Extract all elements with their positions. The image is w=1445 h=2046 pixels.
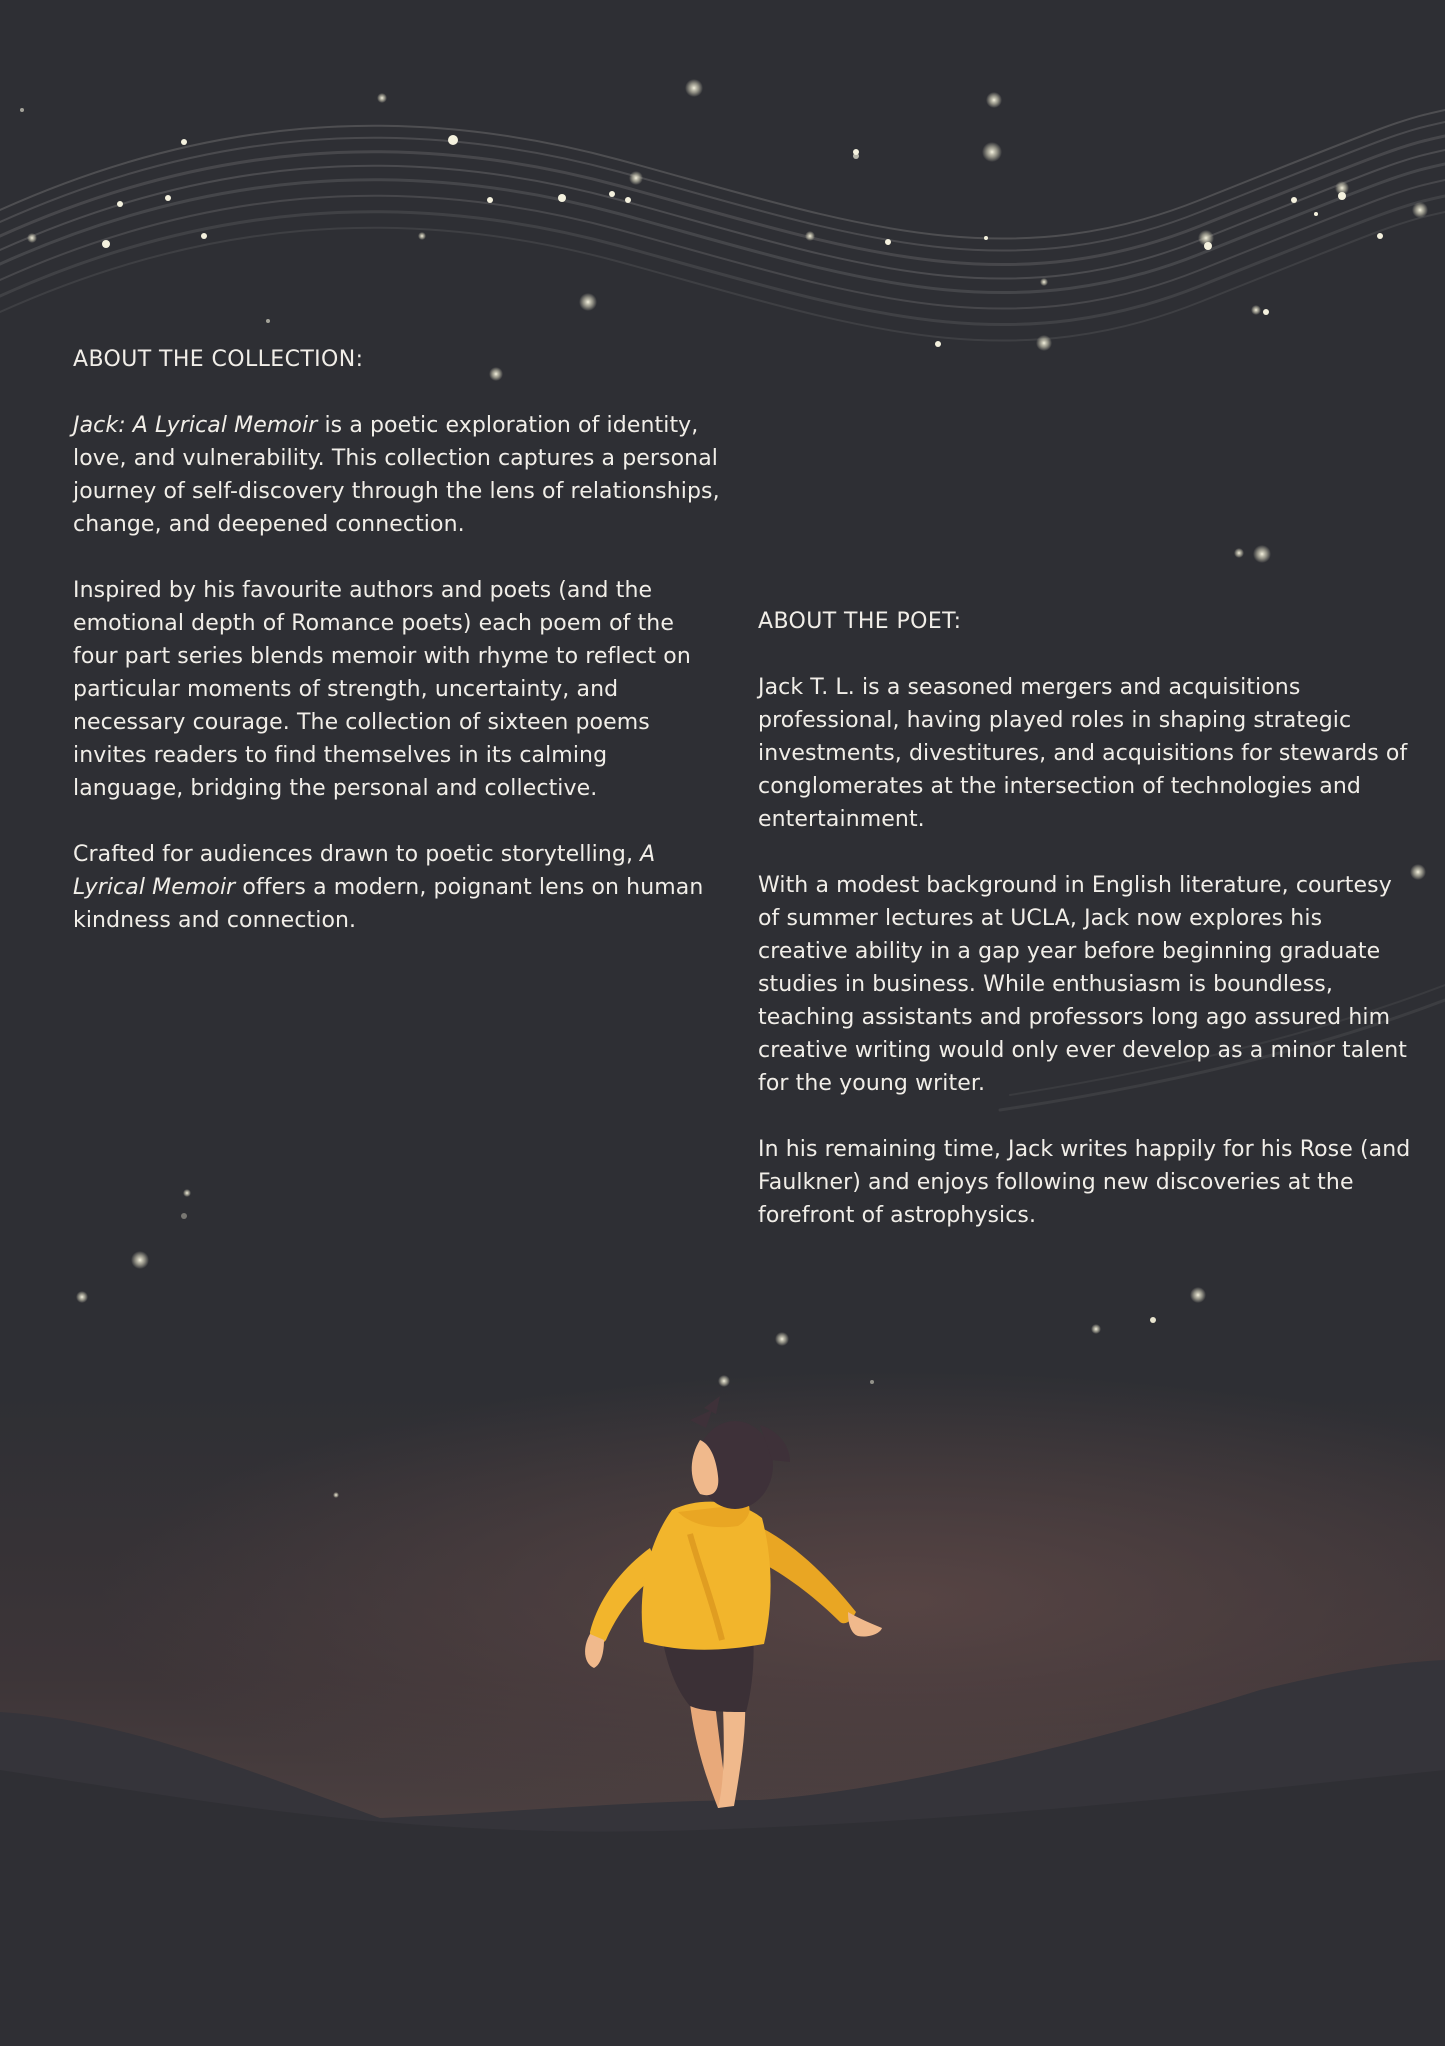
collection-short-title: A Lyrical Memoir: [73, 842, 656, 900]
collection-paragraph-1: [73, 409, 723, 541]
poet-paragraph-3: In his remaining time, Jack writes happily for his Rose (and Faulkner) and enjoys following new discoveries at the forefront of astrophysics.: [758, 1137, 1411, 1228]
collection-paragraph-2: Inspired by his favourite authors and poets (and the emotional depth of Romance poets) each poem of the four part series blends memoir with rhyme to reflect on particular moments of strength, uncertainty, and necessary courage. The collection of sixteen poems invites readers to find themselves in its calming language, bridging the personal and collective.: [73, 578, 691, 801]
collection-paragraph-3-text: offers a modern, poignant lens on human kindness and connection.: [73, 875, 704, 933]
poet-heading: ABOUT THE POET:: [758, 609, 962, 634]
about-poet-section: [758, 605, 1418, 1265]
collection-heading: ABOUT THE COLLECTION:: [73, 347, 364, 372]
about-collection-section: [73, 343, 723, 970]
collection-paragraph-3-start: Crafted for audiences drawn to poetic storytelling,: [73, 842, 641, 867]
collection-paragraph-1-text: is a poetic exploration of identity, love, and vulnerability. This collection captures a personal journey of self-discovery through the lens of relationships, change, and deepened connection.: [73, 413, 720, 537]
collection-paragraph-3: [73, 838, 723, 937]
poet-paragraph-2: With a modest background in English literature, courtesy of summer lectures at UCLA, Jack now explores his creative ability in a gap year before beginning graduate studies in business. While enthusiasm is boundless, teaching assistants and professors long ago assured him creative writing would only ever develop as a minor talent for the young writer.: [758, 873, 1407, 1096]
poet-paragraph-1: Jack T. L. is a seasoned mergers and acquisitions professional, having played roles in shaping strategic investments, divestitures, and acquisitions for stewards of conglomerates at the intersection of technologies and entertainment.: [758, 675, 1408, 832]
collection-title: Jack: A Lyrical Memoir: [73, 413, 318, 438]
